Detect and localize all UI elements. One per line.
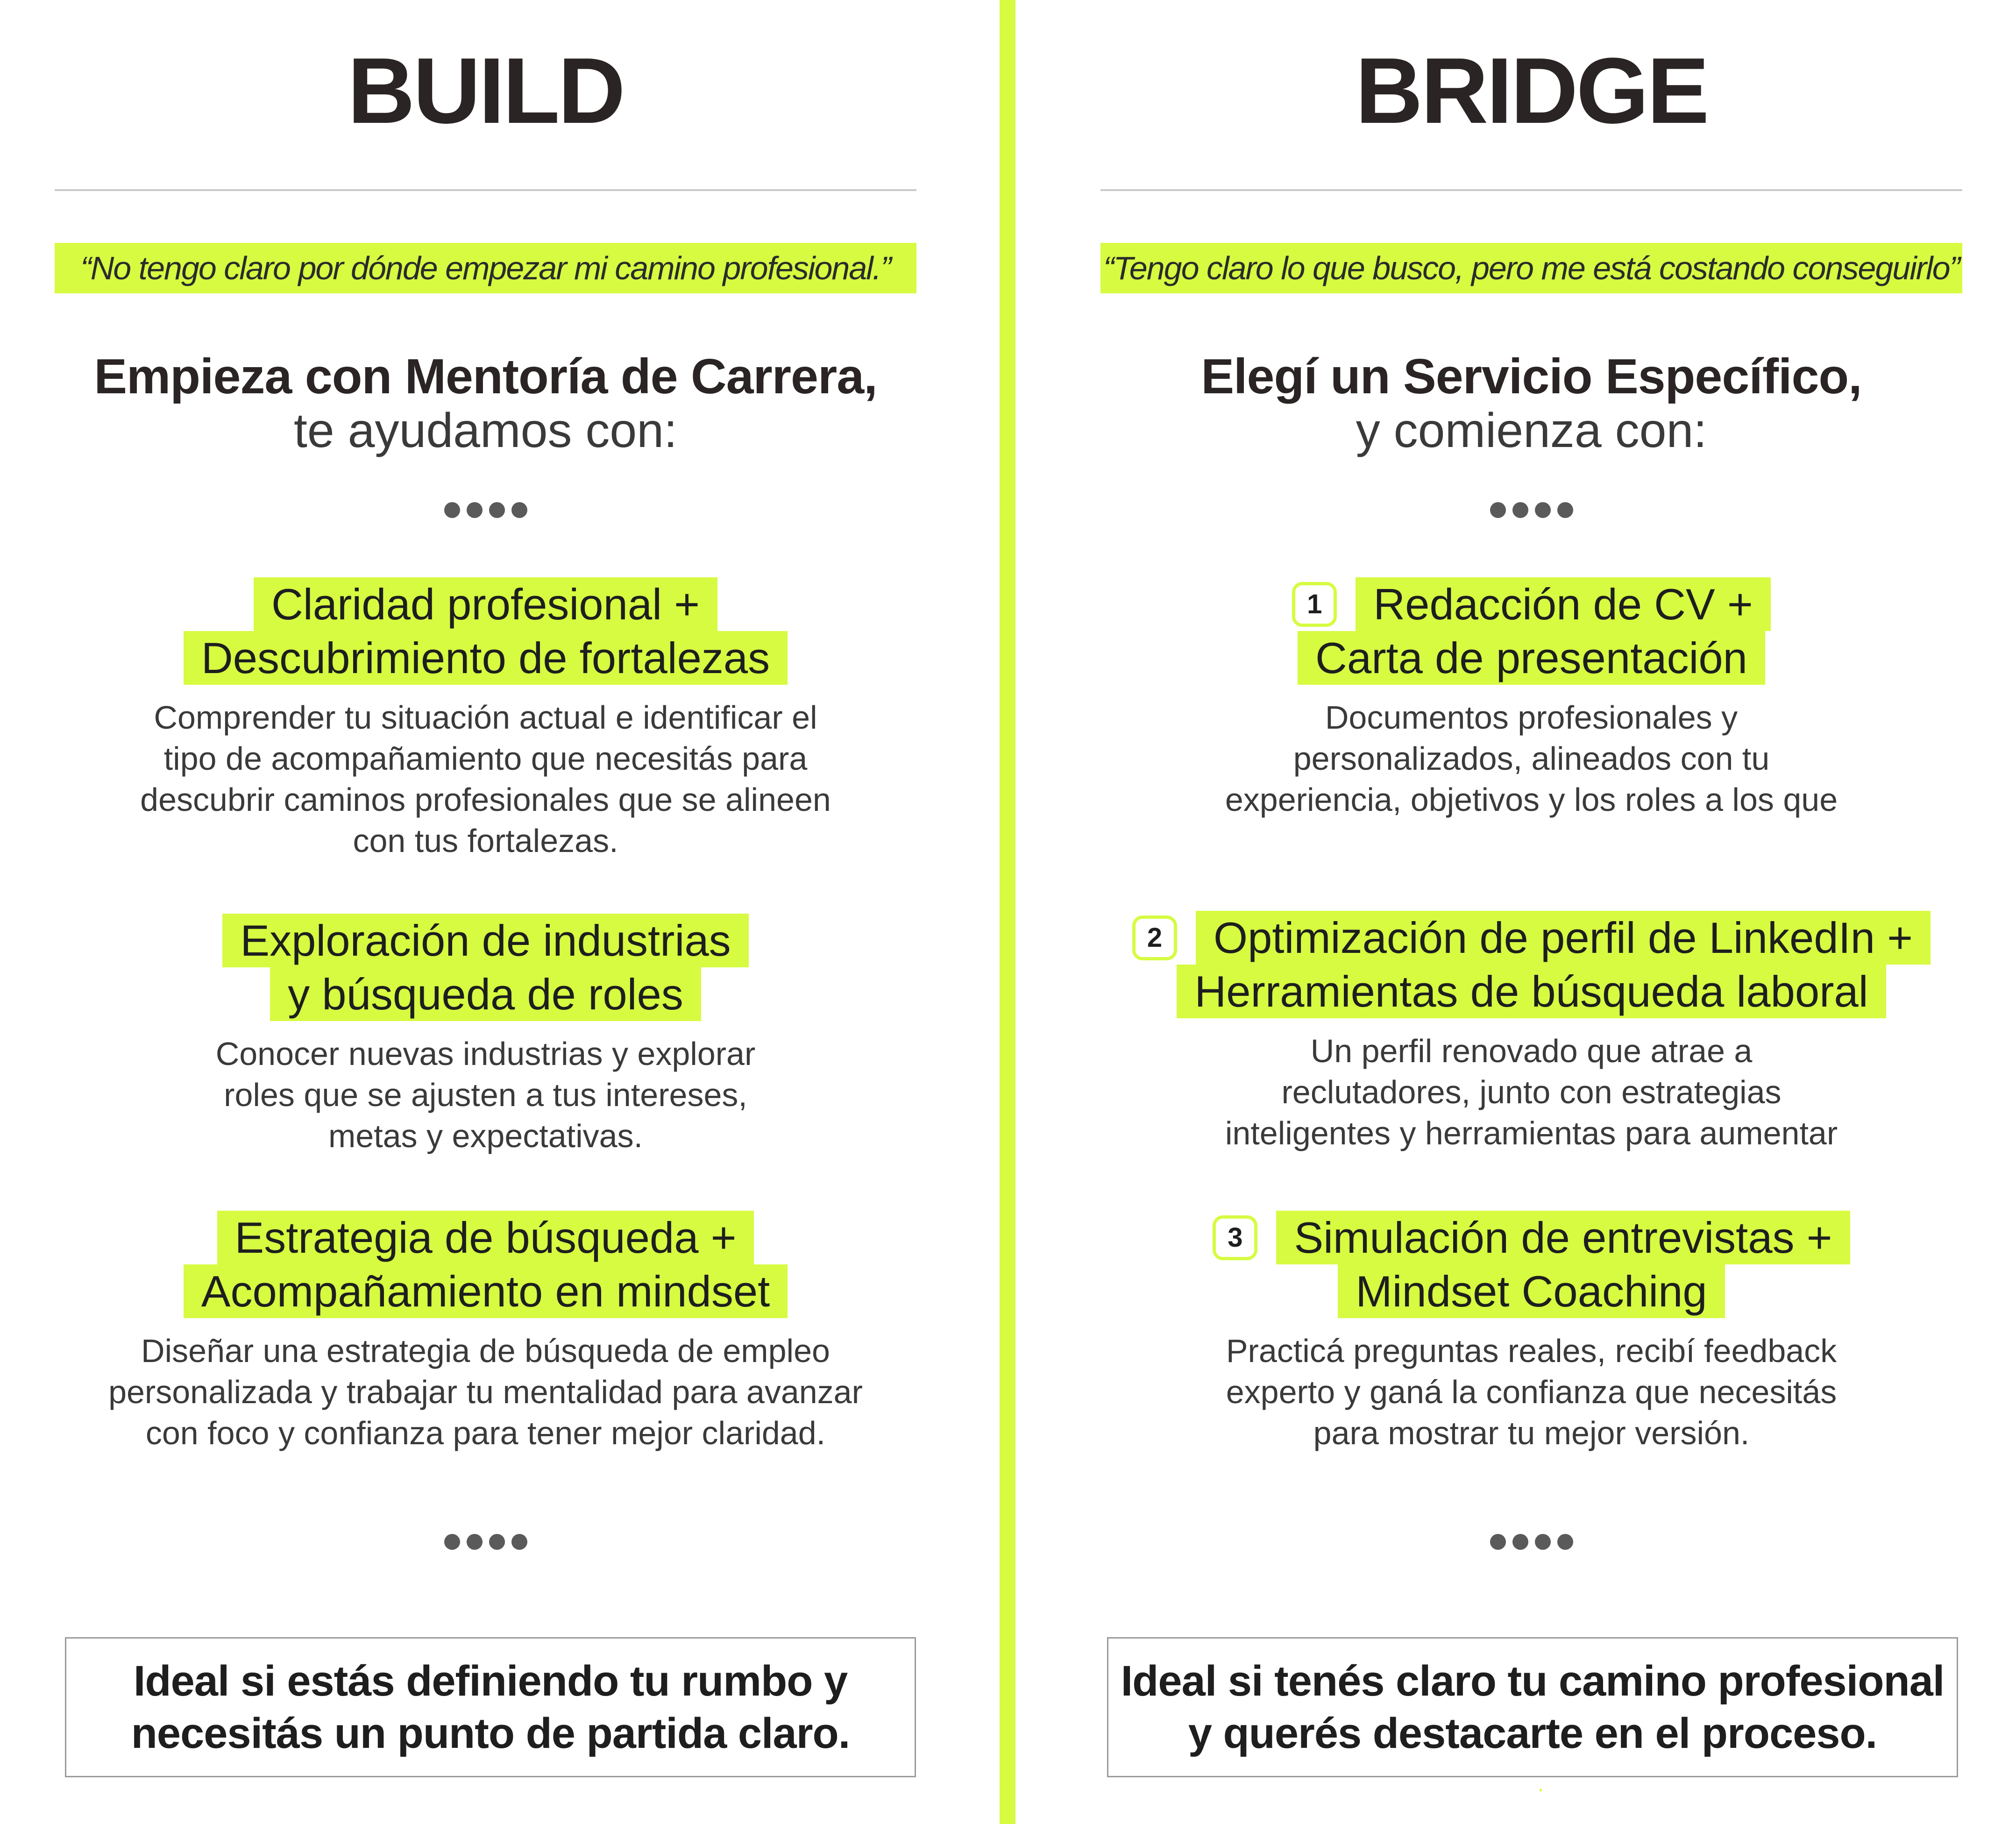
- bridge-intro-subheading: y comienza con:: [1356, 404, 1707, 458]
- dot: [467, 1534, 483, 1550]
- bridge-title-rule: [1100, 189, 1962, 191]
- dot: [511, 1534, 527, 1550]
- build-dots-top: [55, 502, 916, 518]
- dot: [1490, 502, 1506, 518]
- dot: [1512, 1534, 1528, 1550]
- build-item-3-line1: Estrategia de búsqueda +: [217, 1211, 754, 1264]
- bridge-item-1-line1: Redacción de CV +: [1356, 577, 1771, 631]
- bridge-item-2-line1: Optimización de perfil de LinkedIn +: [1196, 911, 1931, 965]
- bridge-dots-bottom: [1100, 1534, 1962, 1550]
- dot: [1557, 502, 1573, 518]
- bridge-quote: “Tengo claro lo que busco, pero me está costando conseguirlo”: [1103, 250, 1959, 286]
- bridge-intro-heading: Elegí un Servicio Específico,: [1201, 349, 1862, 404]
- dot: [489, 502, 505, 518]
- build-item-2-description: Conocer nuevas industrias y explorar roles que se ajusten a tus intereses, metas y expectativas.: [215, 1036, 756, 1154]
- build-item-3-line2: Acompañamiento en mindset: [184, 1264, 788, 1318]
- bridge-item-1: [1100, 577, 1962, 820]
- bridge-item-2: [1100, 911, 1962, 1154]
- build-item-2-line2: y búsqueda de roles: [270, 967, 701, 1021]
- build-quote: “No tengo claro por dónde empezar mi camino profesional.”: [80, 250, 891, 286]
- build-item-1-line2: Descubrimiento de fortalezas: [184, 631, 788, 685]
- build-item-1-description: Comprender tu situación actual e identificar el tipo de acompañamiento que necesitás para descubrir caminos profesionales que se alineen con tus fortalezas.: [140, 699, 831, 859]
- bridge-item-3-line1: Simulación de entrevistas +: [1276, 1211, 1850, 1264]
- build-title: BUILD: [347, 39, 624, 143]
- bridge-title: BRIDGE: [1355, 39, 1708, 143]
- build-title-rule: [55, 189, 916, 191]
- bridge-item-1-line2: Carta de presentación: [1298, 631, 1765, 685]
- build-item-2-line1: Exploración de industrias: [222, 914, 748, 967]
- build-item-3: [55, 1211, 916, 1454]
- bridge-item-2-line2: Herramientas de búsqueda laboral: [1177, 965, 1886, 1018]
- bridge-item-2-description: Un perfil renovado que atrae a reclutadores, junto con estrategias inteligentes y herramientas para aumentar: [1225, 1033, 1838, 1151]
- number-badge-1: 1: [1292, 582, 1337, 627]
- dot: [1535, 1534, 1551, 1550]
- build-column: [55, 0, 916, 1824]
- bridge-item-3-description: Practicá preguntas reales, recibí feedback experto y ganá la confianza que necesitás para mostrar tu mejor versión.: [1226, 1333, 1837, 1451]
- build-intro-subheading: te ayudamos con:: [294, 404, 677, 458]
- number-badge-3: 3: [1213, 1215, 1257, 1260]
- dot: [1557, 1534, 1573, 1550]
- dot: [444, 1534, 460, 1550]
- dot: [1512, 502, 1528, 518]
- bridge-item-3-line2: Mindset Coaching: [1338, 1264, 1725, 1318]
- build-item-3-description: Diseñar una estrategia de búsqueda de empleo personalizada y trabajar tu mentalidad para avanzar con foco y confianza para tener mejor claridad.: [108, 1333, 863, 1451]
- build-intro-heading: Empieza con Mentoría de Carrera,: [94, 349, 877, 404]
- dot: [489, 1534, 505, 1550]
- center-divider: [1000, 0, 1015, 1824]
- bridge-item-1-description: Documentos profesionales y personalizados, alineados con tu experiencia, objetivos y los roles a los que: [1225, 699, 1838, 818]
- build-item-2: [55, 914, 916, 1157]
- bridge-item-3: [1100, 1211, 1962, 1454]
- bridge-dots-top: [1100, 502, 1962, 518]
- bridge-column: [1100, 0, 1962, 1824]
- build-item-1: [55, 577, 916, 861]
- dot: [467, 502, 483, 518]
- dot: [444, 502, 460, 518]
- accent-speck: [1540, 1789, 1542, 1791]
- dot: [1490, 1534, 1506, 1550]
- bridge-ideal-box: Ideal si tenés claro tu camino profesional y querés destacarte en el proceso.: [1107, 1637, 1958, 1777]
- number-badge-2: 2: [1132, 916, 1177, 960]
- build-dots-bottom: [55, 1534, 916, 1550]
- dot: [511, 502, 527, 518]
- dot: [1535, 502, 1551, 518]
- build-ideal-box: Ideal si estás definiendo tu rumbo y necesitás un punto de partida claro.: [65, 1637, 916, 1777]
- build-item-1-line1: Claridad profesional +: [254, 577, 717, 631]
